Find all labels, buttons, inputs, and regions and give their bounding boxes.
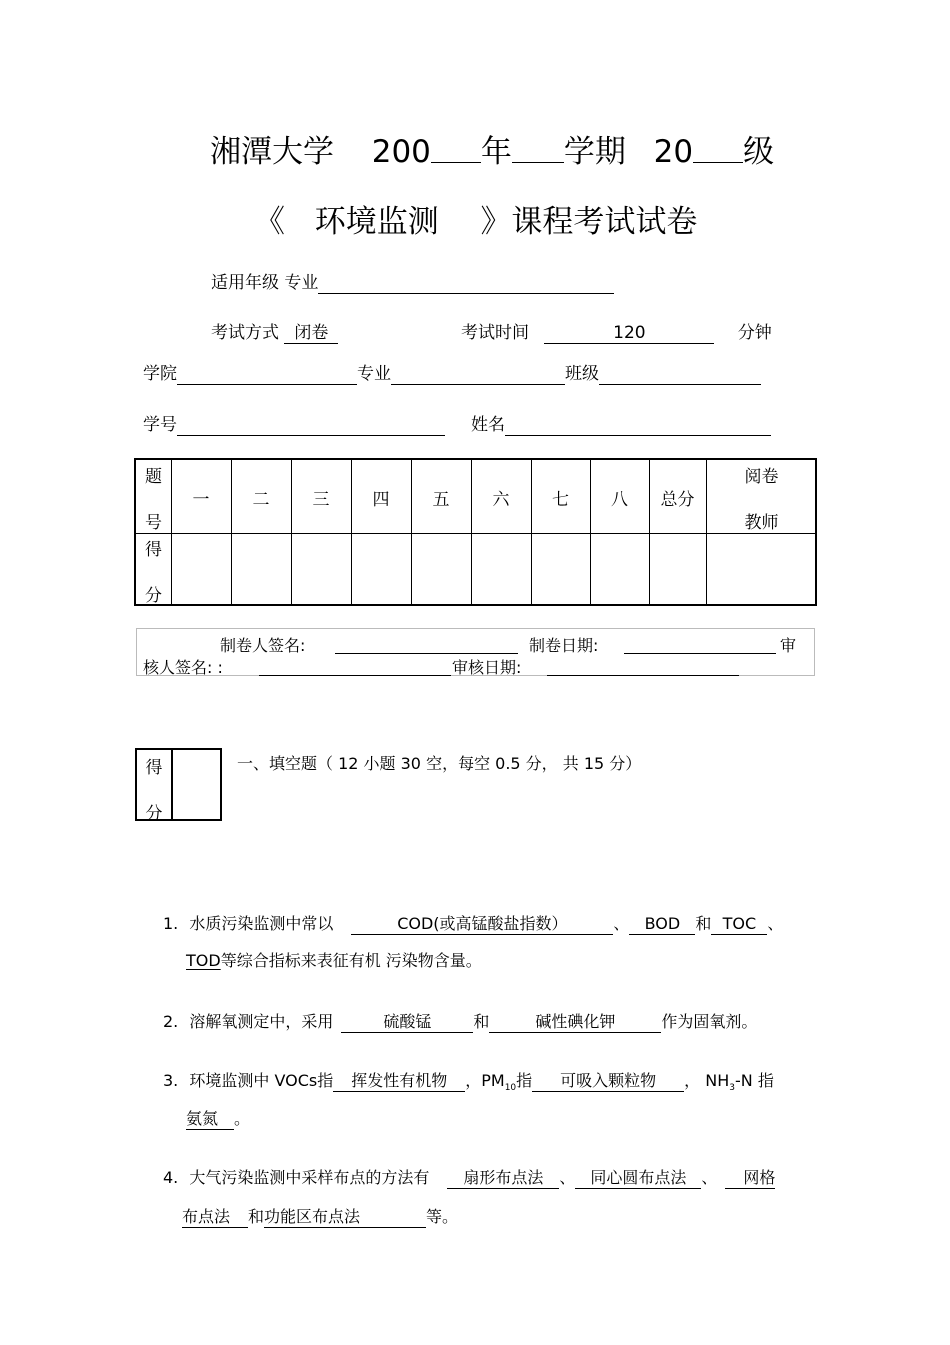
- exam-time-row: [461, 318, 772, 344]
- q1-answer-1: COD(或高锰酸盐指数）: [351, 914, 613, 935]
- reviewer-signature-field[interactable]: [259, 655, 451, 676]
- exam-mode-value: 闭卷: [284, 323, 338, 344]
- col-divider: [351, 460, 352, 604]
- section1-score-a: 得: [145, 758, 163, 778]
- q2-text: 和: [473, 1012, 490, 1031]
- col-divider: [411, 460, 412, 604]
- col-header: 二: [252, 490, 270, 510]
- name-row: [471, 410, 771, 436]
- q1-answer-4: TOD: [186, 951, 221, 970]
- q3-answer-2: 可吸入颗粒物: [532, 1071, 684, 1092]
- q1-number: 1.: [163, 914, 179, 933]
- college-row: [143, 359, 761, 385]
- q4-answer-1: 扇形布点法: [447, 1168, 559, 1189]
- question-2: [163, 1009, 757, 1033]
- semester-label: 学期: [563, 134, 626, 170]
- college-field[interactable]: [177, 364, 357, 385]
- exam-time-unit: 分钟: [737, 323, 772, 343]
- col-divider: [291, 460, 292, 604]
- grade-major-row: [211, 268, 614, 294]
- grade-prefix: 20: [653, 134, 694, 170]
- section1-score-b: 分: [145, 804, 163, 824]
- major-label: 专业: [357, 364, 391, 384]
- q4-answer-2: 同心圆布点法: [575, 1168, 701, 1189]
- student-id-label: 学号: [143, 415, 177, 435]
- major-field[interactable]: [391, 364, 565, 385]
- q2-answer-2: 碱性碘化钾: [489, 1012, 661, 1033]
- q2-text: 作为固氧剂。: [661, 1012, 758, 1031]
- student-row: [143, 410, 445, 436]
- q4-answer-3b: 布点法: [182, 1207, 248, 1228]
- q4-text: 大气污染监测中采样布点的方法有: [189, 1168, 430, 1187]
- row-label-question-a: 题: [145, 467, 162, 487]
- q4-text: 和: [248, 1207, 265, 1226]
- col-divider: [471, 460, 472, 604]
- section1-score-box: [135, 748, 222, 824]
- semester-blank: [512, 142, 564, 163]
- college-label: 学院: [143, 364, 177, 384]
- reviewer-label-b: 核人签名: :: [143, 658, 223, 677]
- question-3-cont: [186, 1106, 250, 1130]
- reviewer-label-a: 审: [780, 636, 797, 655]
- score-table: [134, 458, 817, 606]
- q3-text: 。: [234, 1109, 251, 1128]
- q3-answer-1: 挥发性有机物: [333, 1071, 465, 1092]
- year-prefix: 200: [371, 134, 431, 170]
- col-header: 四: [372, 490, 390, 510]
- col-divider: [590, 460, 591, 604]
- q3-text: ， NH: [684, 1071, 730, 1090]
- row-label-question-b: 号: [145, 513, 162, 533]
- col-divider: [531, 460, 532, 604]
- q3-text: -N 指: [734, 1071, 774, 1090]
- title-line-2: [254, 196, 697, 241]
- maker-row: [220, 633, 305, 656]
- year-blank: [431, 142, 481, 163]
- row-label-score-a: 得: [145, 540, 162, 560]
- q2-number: 2.: [163, 1012, 179, 1031]
- course-close: 》课程考试试卷: [480, 204, 698, 240]
- question-1-cont: [186, 948, 482, 971]
- row-label-score-b: 分: [145, 586, 162, 606]
- q4-text: 等。: [426, 1207, 459, 1226]
- grade-major-label: 适用年级 专业: [211, 273, 319, 293]
- grade-blank: [693, 142, 743, 163]
- make-date-label: 制卷日期:: [529, 636, 599, 655]
- q3-text: 指: [516, 1071, 533, 1090]
- col-header: 五: [432, 490, 450, 510]
- review-date-label: 审核日期:: [452, 658, 522, 677]
- q2-answer-1: 硫酸锰: [341, 1012, 473, 1033]
- section1-heading: 一、填空题（ 12 小题 30 空，每空 0.5 分， 共 15 分）: [237, 754, 642, 773]
- class-label: 班级: [565, 364, 599, 384]
- grade-major-field[interactable]: [318, 273, 614, 294]
- q4-number: 4.: [163, 1168, 179, 1187]
- col-header: 八: [611, 490, 628, 510]
- question-4-cont: [182, 1204, 458, 1228]
- course-name: 环境监测: [314, 204, 439, 240]
- q1-text: 等综合指标来表征有机 污染物含量。: [220, 951, 482, 970]
- name-field[interactable]: [505, 415, 771, 436]
- col-divider: [231, 460, 232, 604]
- class-field[interactable]: [599, 364, 761, 385]
- q3-text: 环境监测中 VOCs指: [189, 1071, 334, 1090]
- question-3: [163, 1068, 774, 1093]
- exam-time-value: 120: [544, 323, 714, 344]
- maker-label: 制卷人签名:: [220, 636, 306, 655]
- course-open-bracket: 《: [254, 204, 285, 240]
- question-1: [163, 911, 783, 935]
- exam-mode-row: [211, 318, 338, 344]
- q2-text: 溶解氧测定中，采用: [189, 1012, 334, 1031]
- q1-answer-3: TOC: [711, 914, 767, 935]
- col-header: 一: [192, 490, 210, 510]
- col-header: 七: [552, 490, 569, 510]
- student-id-field[interactable]: [177, 415, 445, 436]
- reviewer-header-b: 教师: [744, 513, 779, 533]
- q4-text: 、: [559, 1168, 576, 1187]
- q3-subscript: 3: [729, 1083, 735, 1094]
- q1-answer-2: BOD: [629, 914, 695, 935]
- col-divider: [171, 460, 172, 604]
- col-header: 三: [312, 490, 330, 510]
- maker-signature-field[interactable]: [335, 633, 518, 654]
- exam-time-label: 考试时间: [461, 323, 529, 343]
- q1-text: 和: [695, 914, 712, 933]
- col-header: 六: [492, 490, 510, 510]
- year-label: 年: [480, 134, 512, 170]
- title-line-1: [210, 126, 774, 171]
- q3-text: ，PM: [465, 1071, 505, 1090]
- name-label: 姓名: [471, 415, 505, 435]
- q1-text: 、: [613, 914, 630, 933]
- reviewer-header-a: 阅卷: [744, 467, 779, 487]
- score-table-row-divider: [136, 533, 815, 534]
- grade-label: 级: [743, 134, 775, 170]
- review-date-field[interactable]: [547, 655, 739, 676]
- q3-subscript: 10: [504, 1083, 517, 1094]
- university-name: 湘潭大学: [210, 134, 334, 170]
- question-4: [163, 1165, 775, 1189]
- q4-answer-3a: 网格: [725, 1168, 775, 1189]
- q1-text: 水质污染监测中常以: [189, 914, 334, 933]
- q4-text: 、: [701, 1168, 718, 1187]
- q3-number: 3.: [163, 1071, 179, 1090]
- make-date-field[interactable]: [624, 633, 776, 654]
- exam-mode-label: 考试方式: [211, 323, 279, 343]
- col-divider: [649, 460, 650, 604]
- q3-answer-3: 氨氮: [186, 1109, 234, 1130]
- col-header-total: 总分: [660, 490, 695, 510]
- q4-answer-4: 功能区布点法: [264, 1207, 426, 1228]
- q1-text: 、: [767, 914, 784, 933]
